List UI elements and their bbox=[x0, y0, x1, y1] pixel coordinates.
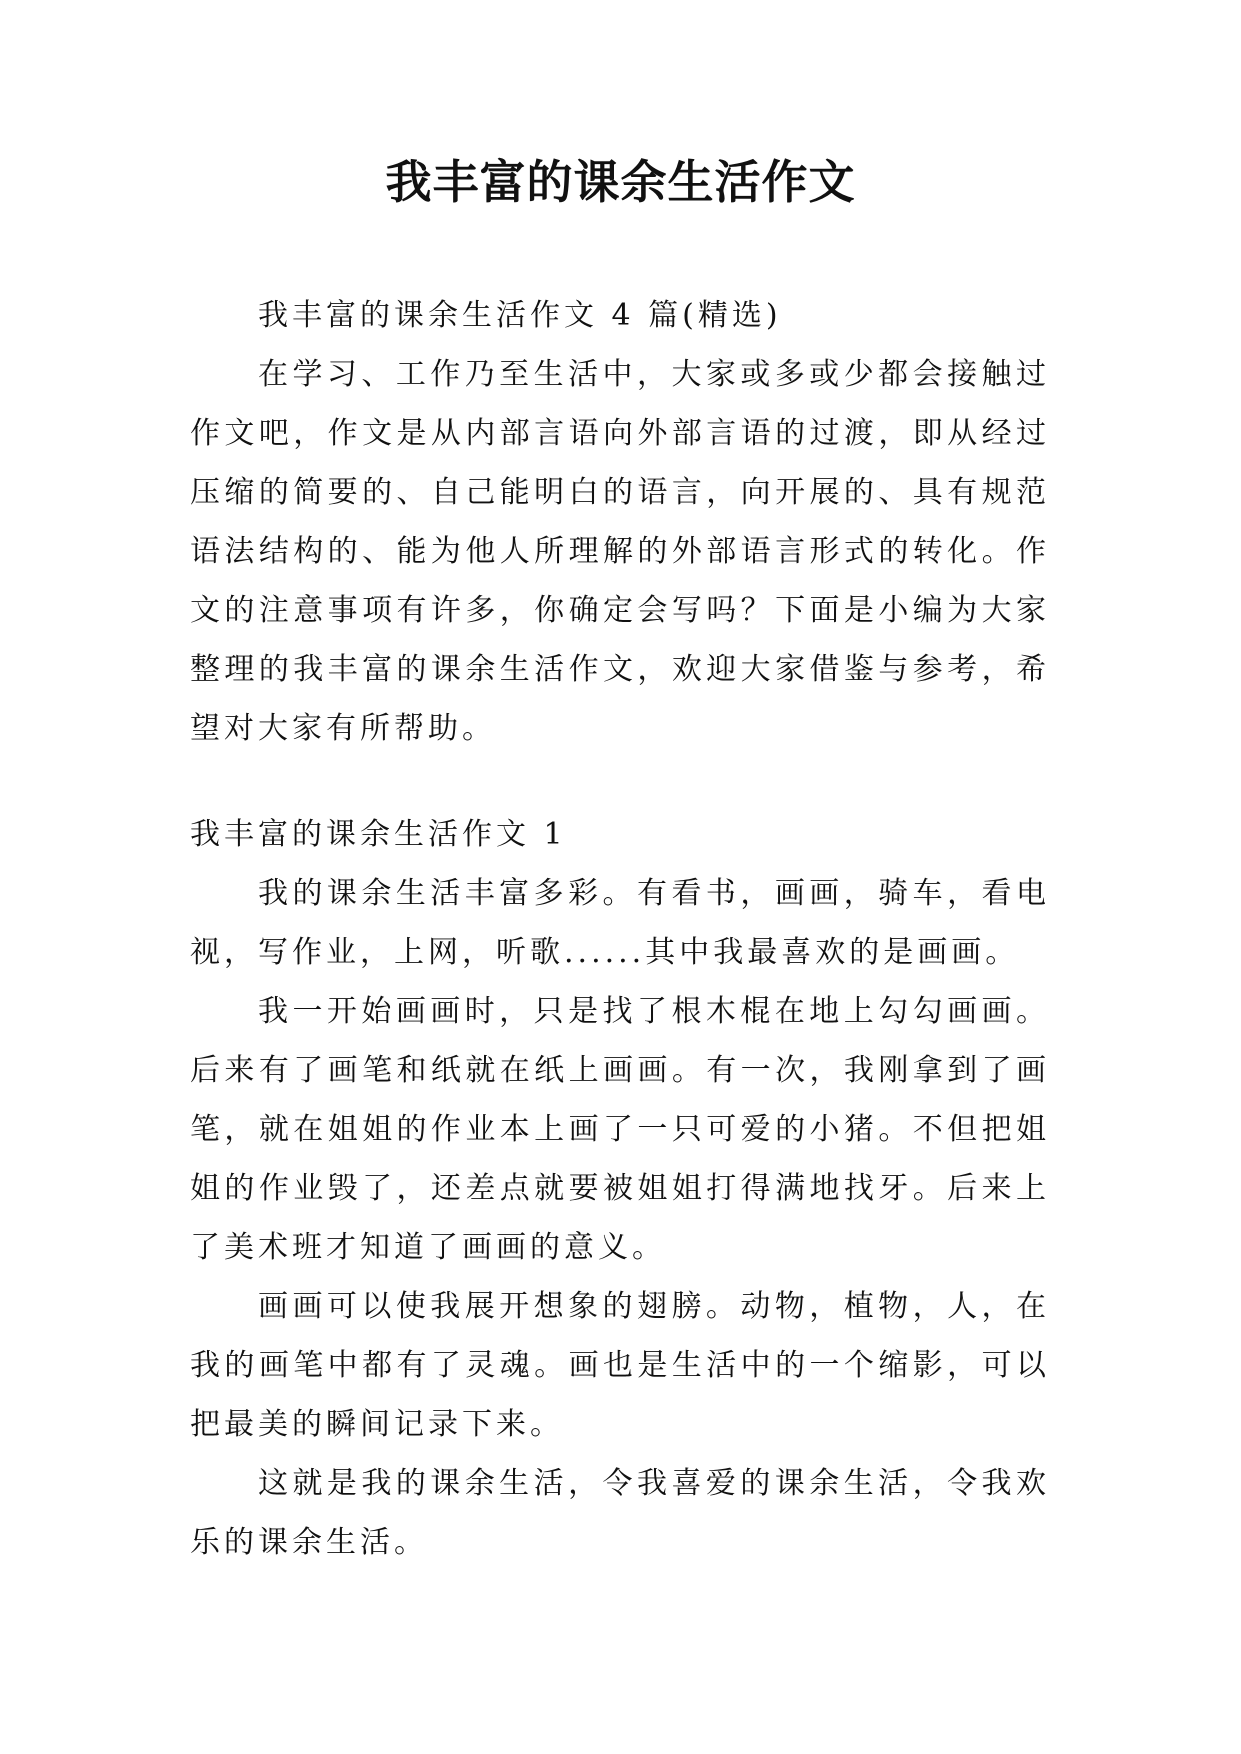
intro-heading: 我丰富的课余生活作文 4 篇(精选) bbox=[258, 298, 782, 333]
document-title: 我丰富的课余生活作文 bbox=[385, 155, 856, 209]
essay-section bbox=[190, 805, 1050, 1572]
document-body bbox=[190, 286, 1050, 1572]
intro-paragraph: 在学习、工作乃至生活中，大家或多或少都会接触过作文吧，作文是从内部言语向外部言语的过渡，即从经过压缩的简要的、自己能明白的语言，向开展的、具有规范语法结构的、能为他人所理解的外部语言形式的转化。作文的注意事项有许多，你确定会写吗？下面是小编为大家整理的我丰富的课余生活作文，欢迎大家借鉴与参考，希望对大家有所帮助。 bbox=[190, 357, 1050, 746]
essay-paragraph: 我的课余生活丰富多彩。有看书，画画，骑车，看电视，写作业，上网，听歌......其中我最喜欢的是画画。 bbox=[190, 876, 1050, 970]
essay-paragraph: 我一开始画画时，只是找了根木棍在地上勾勾画画。后来有了画笔和纸就在纸上画画。有一次，我刚拿到了画笔，就在姐姐的作业本上画了一只可爱的小猪。不但把姐姐的作业毁了，还差点就要被姐姐打得满地找牙。后来上了美术班才知道了画画的意义。 bbox=[190, 994, 1050, 1265]
essay-paragraph: 画画可以使我展开想象的翅膀。动物，植物，人，在我的画笔中都有了灵魂。画也是生活中的一个缩影，可以把最美的瞬间记录下来。 bbox=[190, 1289, 1050, 1442]
essay-heading: 我丰富的课余生活作文 1 bbox=[190, 817, 567, 852]
essay-paragraph: 这就是我的课余生活，令我喜爱的课余生活，令我欢乐的课余生活。 bbox=[190, 1466, 1050, 1560]
